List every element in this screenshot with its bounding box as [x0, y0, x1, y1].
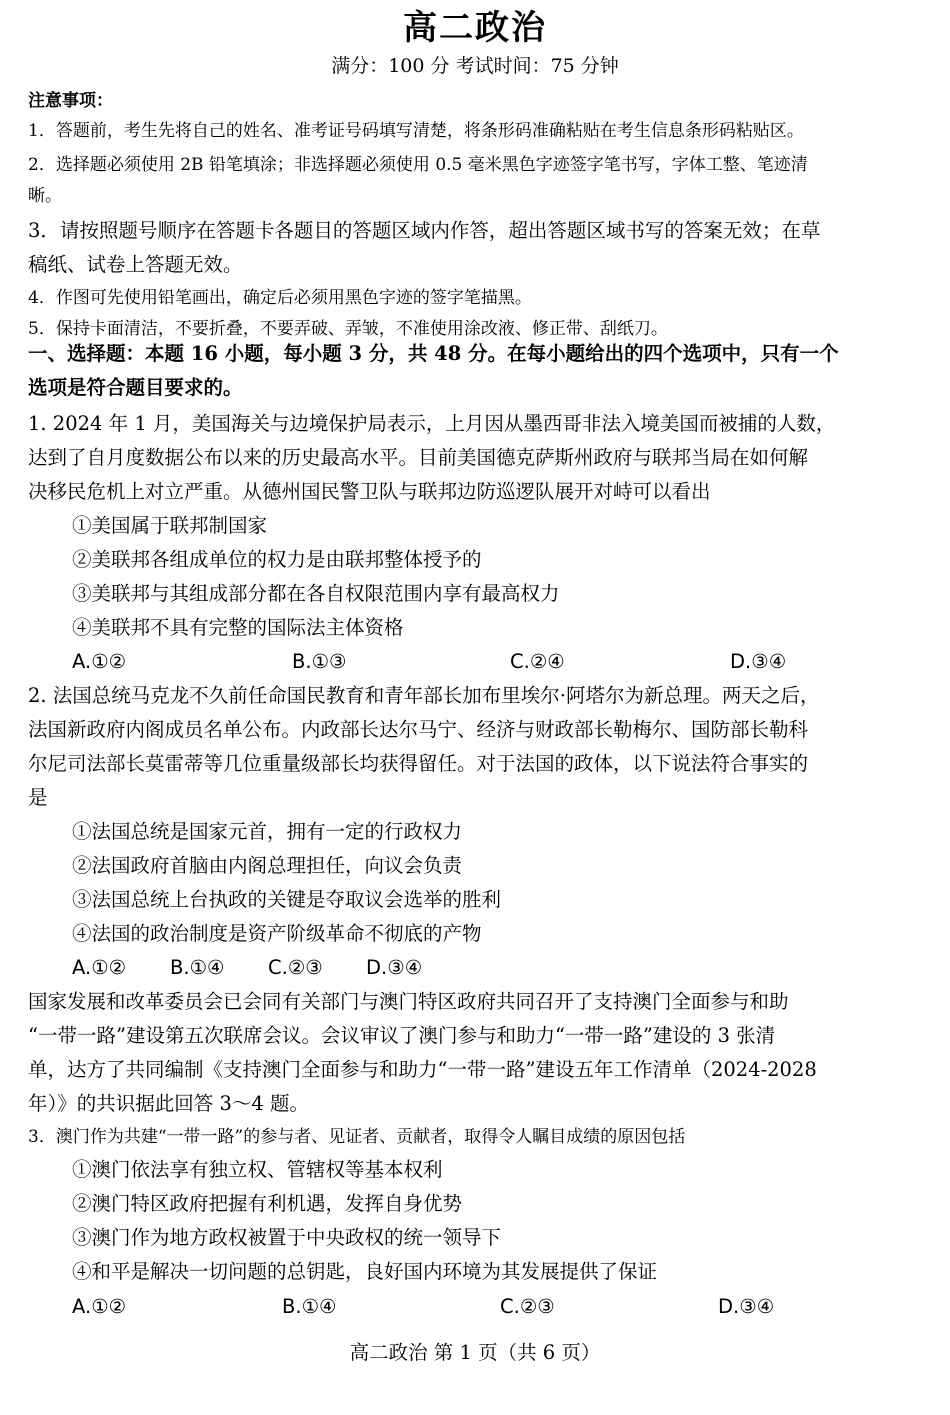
question-3-choice-b: B.①④	[282, 1295, 337, 1318]
question-2-stem: 尔尼司法部长莫雷蒂等几位重量级部长均获得留任。对于法国的政体，以下说法符合事实的	[28, 752, 809, 775]
question-2-statement: ④法国的政治制度是资产阶级革命不彻底的产物	[72, 922, 482, 945]
notice-item: 3．请按照题号顺序在答题卡各题目的答题区域内作答，超出答题区域书写的答案无效；在草	[28, 219, 821, 242]
notice-item: 晰。	[28, 186, 62, 206]
question-3-statement: ④和平是解决一切问题的总钥匙，良好国内环境为其发展提供了保证	[72, 1260, 658, 1283]
question-3-statement: ①澳门依法享有独立权、管辖权等基本权利	[72, 1158, 443, 1181]
question-1-choice-b: B.①③	[292, 650, 347, 673]
notice-item: 1．答题前，考生先将自己的姓名、准考证号码填写清楚，将条形码准确粘贴在考生信息条形码粘贴区。	[28, 121, 804, 141]
question-1-stem: 决移民危机上对立严重。从德州国民警卫队与联邦边防巡逻队展开对峙可以看出	[28, 480, 711, 503]
question-3-statement: ③澳门作为地方政权被置于中央政权的统一领导下	[72, 1226, 502, 1249]
question-3-stem: 3．澳门作为共建“一带一路”的参与者、见证者、贡献者，取得令人瞩目成绩的原因包括	[28, 1127, 686, 1147]
question-3-choice-a: A.①②	[72, 1295, 127, 1318]
material-passage: 单，达方了共同编制《支持澳门全面参与和助力“一带一路”建设五年工作清单（2024-2028	[28, 1058, 817, 1081]
question-2-choice-a: A.①②	[72, 956, 127, 979]
question-1-choice-c: C.②④	[510, 650, 565, 673]
section-heading: 一、选择题：本题 16 小题，每小题 3 分，共 48 分。在每小题给出的四个选项中，只有一个	[28, 342, 839, 365]
question-2-stem: 2. 法国总统马克龙不久前任命国民教育和青年部长加布里埃尔·阿塔尔为新总理。两天之后，	[28, 684, 820, 707]
question-2-choice-d: D.③④	[366, 956, 423, 979]
question-3-choice-c: C.②③	[500, 1295, 555, 1318]
page-title: 高二政治	[403, 8, 547, 48]
question-1-choice-a: A.①②	[72, 650, 127, 673]
question-1-statement: ②美联邦各组成单位的权力是由联邦整体授予的	[72, 548, 482, 571]
question-1-statement: ④美联邦不具有完整的国际法主体资格	[72, 616, 404, 639]
notice-item: 2．选择题必须使用 2B 铅笔填涂；非选择题必须使用 0.5 毫米黑色字迹签字笔书写，字体工整、笔迹清	[28, 155, 808, 175]
notice-heading: 注意事项：	[28, 91, 113, 111]
question-2-choice-c: C.②③	[268, 956, 323, 979]
page-footer: 高二政治 第 1 页（共 6 页）	[349, 1341, 601, 1364]
question-1-stem: 达到了自月度数据公布以来的历史最高水平。目前美国德克萨斯州政府与联邦当局在如何解	[28, 446, 809, 469]
question-2-stem: 法国新政府内阁成员名单公布。内政部长达尔马宁、经济与财政部长勒梅尔、国防部长勒科	[28, 718, 809, 741]
question-1-statement: ③美联邦与其组成部分都在各自权限范围内享有最高权力	[72, 582, 560, 605]
question-2-statement: ②法国政府首脑由内阁总理担任，向议会负责	[72, 854, 463, 877]
question-2-stem: 是	[28, 786, 48, 809]
question-2-statement: ③法国总统上台执政的关键是夺取议会选举的胜利	[72, 888, 502, 911]
material-passage: “一带一路”建设第五次联席会议。会议审议了澳门参与和助力“一带一路”建设的 3 张清	[28, 1024, 776, 1047]
question-1-choice-d: D.③④	[730, 650, 787, 673]
question-2-statement: ①法国总统是国家元首，拥有一定的行政权力	[72, 820, 463, 843]
notice-item: 5．保持卡面清洁，不要折叠，不要弄破、弄皱，不准使用涂改液、修正带、刮纸刀。	[28, 319, 668, 339]
material-passage: 年）》的共识据此回答 3～4 题。	[28, 1092, 309, 1115]
exam-info: 满分：100 分 考试时间：75 分钟	[331, 55, 619, 77]
section-heading-cont: 选项是符合题目要求的。	[28, 376, 243, 399]
question-3-choice-d: D.③④	[718, 1295, 775, 1318]
question-2-choice-b: B.①④	[170, 956, 225, 979]
notice-item: 稿纸、试卷上答题无效。	[28, 253, 243, 276]
question-1-stem: 1. 2024 年 1 月，美国海关与边境保护局表示，上月因从墨西哥非法入境美国而被捕的人数，	[28, 412, 836, 435]
question-1-statement: ①美国属于联邦制国家	[72, 514, 268, 537]
material-passage: 国家发展和改革委员会已会同有关部门与澳门特区政府共同召开了支持澳门全面参与和助	[28, 990, 789, 1013]
question-3-statement: ②澳门特区政府把握有利机遇，发挥自身优势	[72, 1192, 463, 1215]
notice-item: 4．作图可先使用铅笔画出，确定后必须用黑色字迹的签字笔描黑。	[28, 288, 532, 308]
